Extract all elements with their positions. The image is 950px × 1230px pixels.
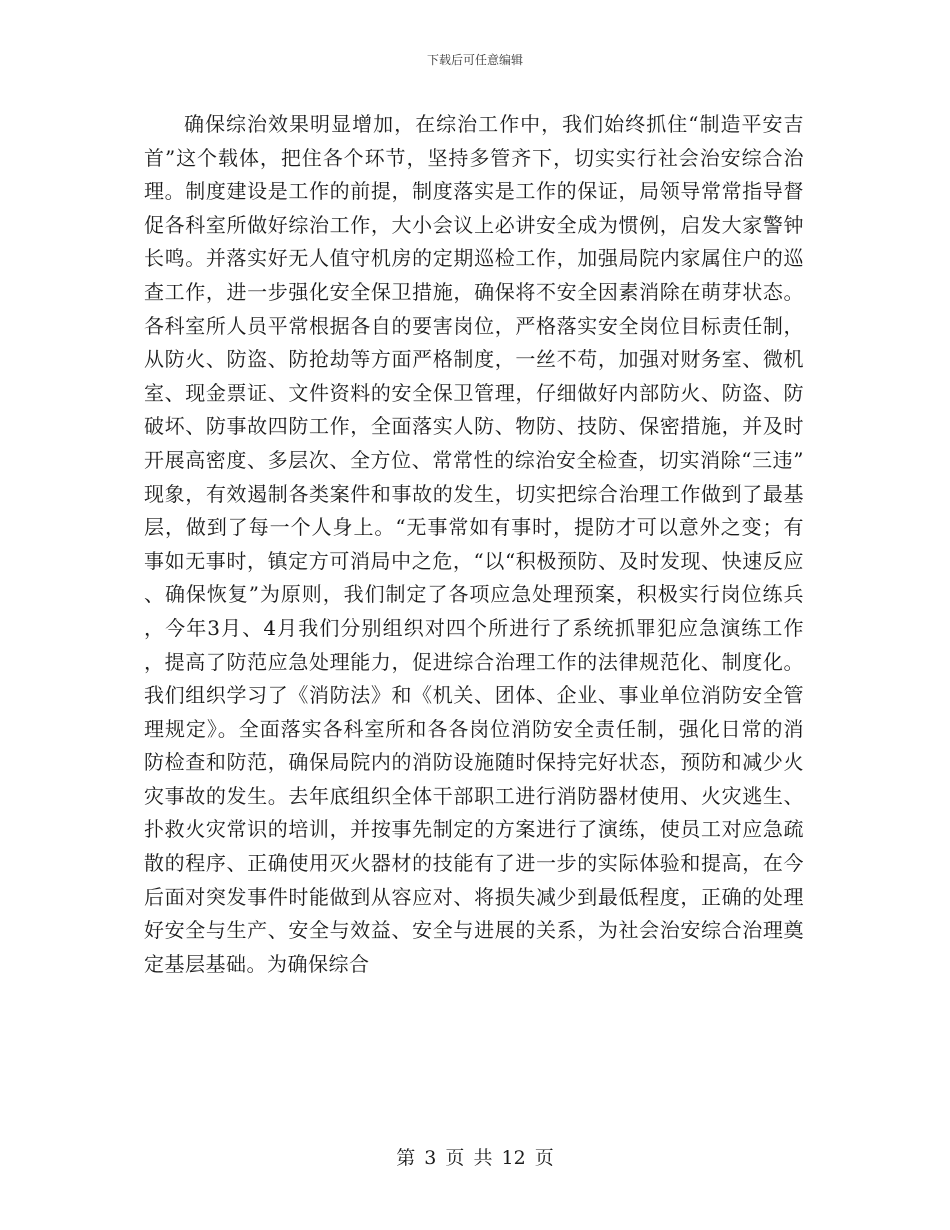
page-header: 下载后可任意编辑 — [426, 53, 523, 67]
body-paragraph: 确保综治效果明显增加，在综治工作中，我们始终抓住“制造平安吉首”这个载体，把住各个环节，坚持多管齐下，切实实行社会治安综合治理。制度建设是工作的前提，制度落实是工作的保证，局领导常常指导督促各科室所做好综治工作，大小会议上必讲安全成为惯例，启发大家警钟长鸣。并落实好无人值守机房的定期巡检工作，加强局院内家属住户的巡查工作，进一步强化安全保卫措施，确保将不安全因素消除在萌芽状态。各科室所人员平常根据各自的要害岗位，严格落实安全岗位目标责任制，从防火、防盗、防抢劫等方面严格制度，一丝不苟，加强对财务室、微机室、现金票证、文件资料的安全保卫管理，仔细做好内部防火、防盗、防破坏、防事故四防工作，全面落实人防、物防、技防、保密措施，并及时开展高密度、多层次、全方位、常常性的综治安全检查，切实消除“三违”现象，有效遏制各类案件和事故的发生，切实把综合治理工作做到了最基层，做到了每一个人身上。“无事常如有事时，提防才可以意外之变；有事如无事时，镇定方可消局中之危，“以“积极预防、及时发现、快速反应、确保恢复”为原则，我们制定了各项应急处理预案，积极实行岗位练兵，今年3月、4月我们分别组织对四个所进行了系统抓罪犯应急演练工作，提高了防范应急处理能力，促进综合治理工作的法律规范化、制度化。我们组织学习了《消防法》和《机关、团体、企业、事业单位消防安全管理规定》。全面落实各科室所和各各岗位消防安全责任制，强化日常的消防检查和防范，确保局院内的消防设施随时保持完好状态，预防和减少火灾事故的发生。去年底组织全体干部职工进行消防器材使用、火灾逃生、扑救火灾常识的培训，并按事先制定的方案进行了演练，使员工对应急疏散的程序、正确使用灭火器材的技能有了进一步的实际体验和提高，在今后面对突发事件时能做到从容应对、将损失减少到最低程度，正确的处理好安全与生产、安全与效益、安全与进展的关系，为社会治安综合治理奠定基层基础。为确保综合 — [144, 112, 804, 976]
page-number: 第 3 页 共 12 页 — [396, 1147, 554, 1169]
